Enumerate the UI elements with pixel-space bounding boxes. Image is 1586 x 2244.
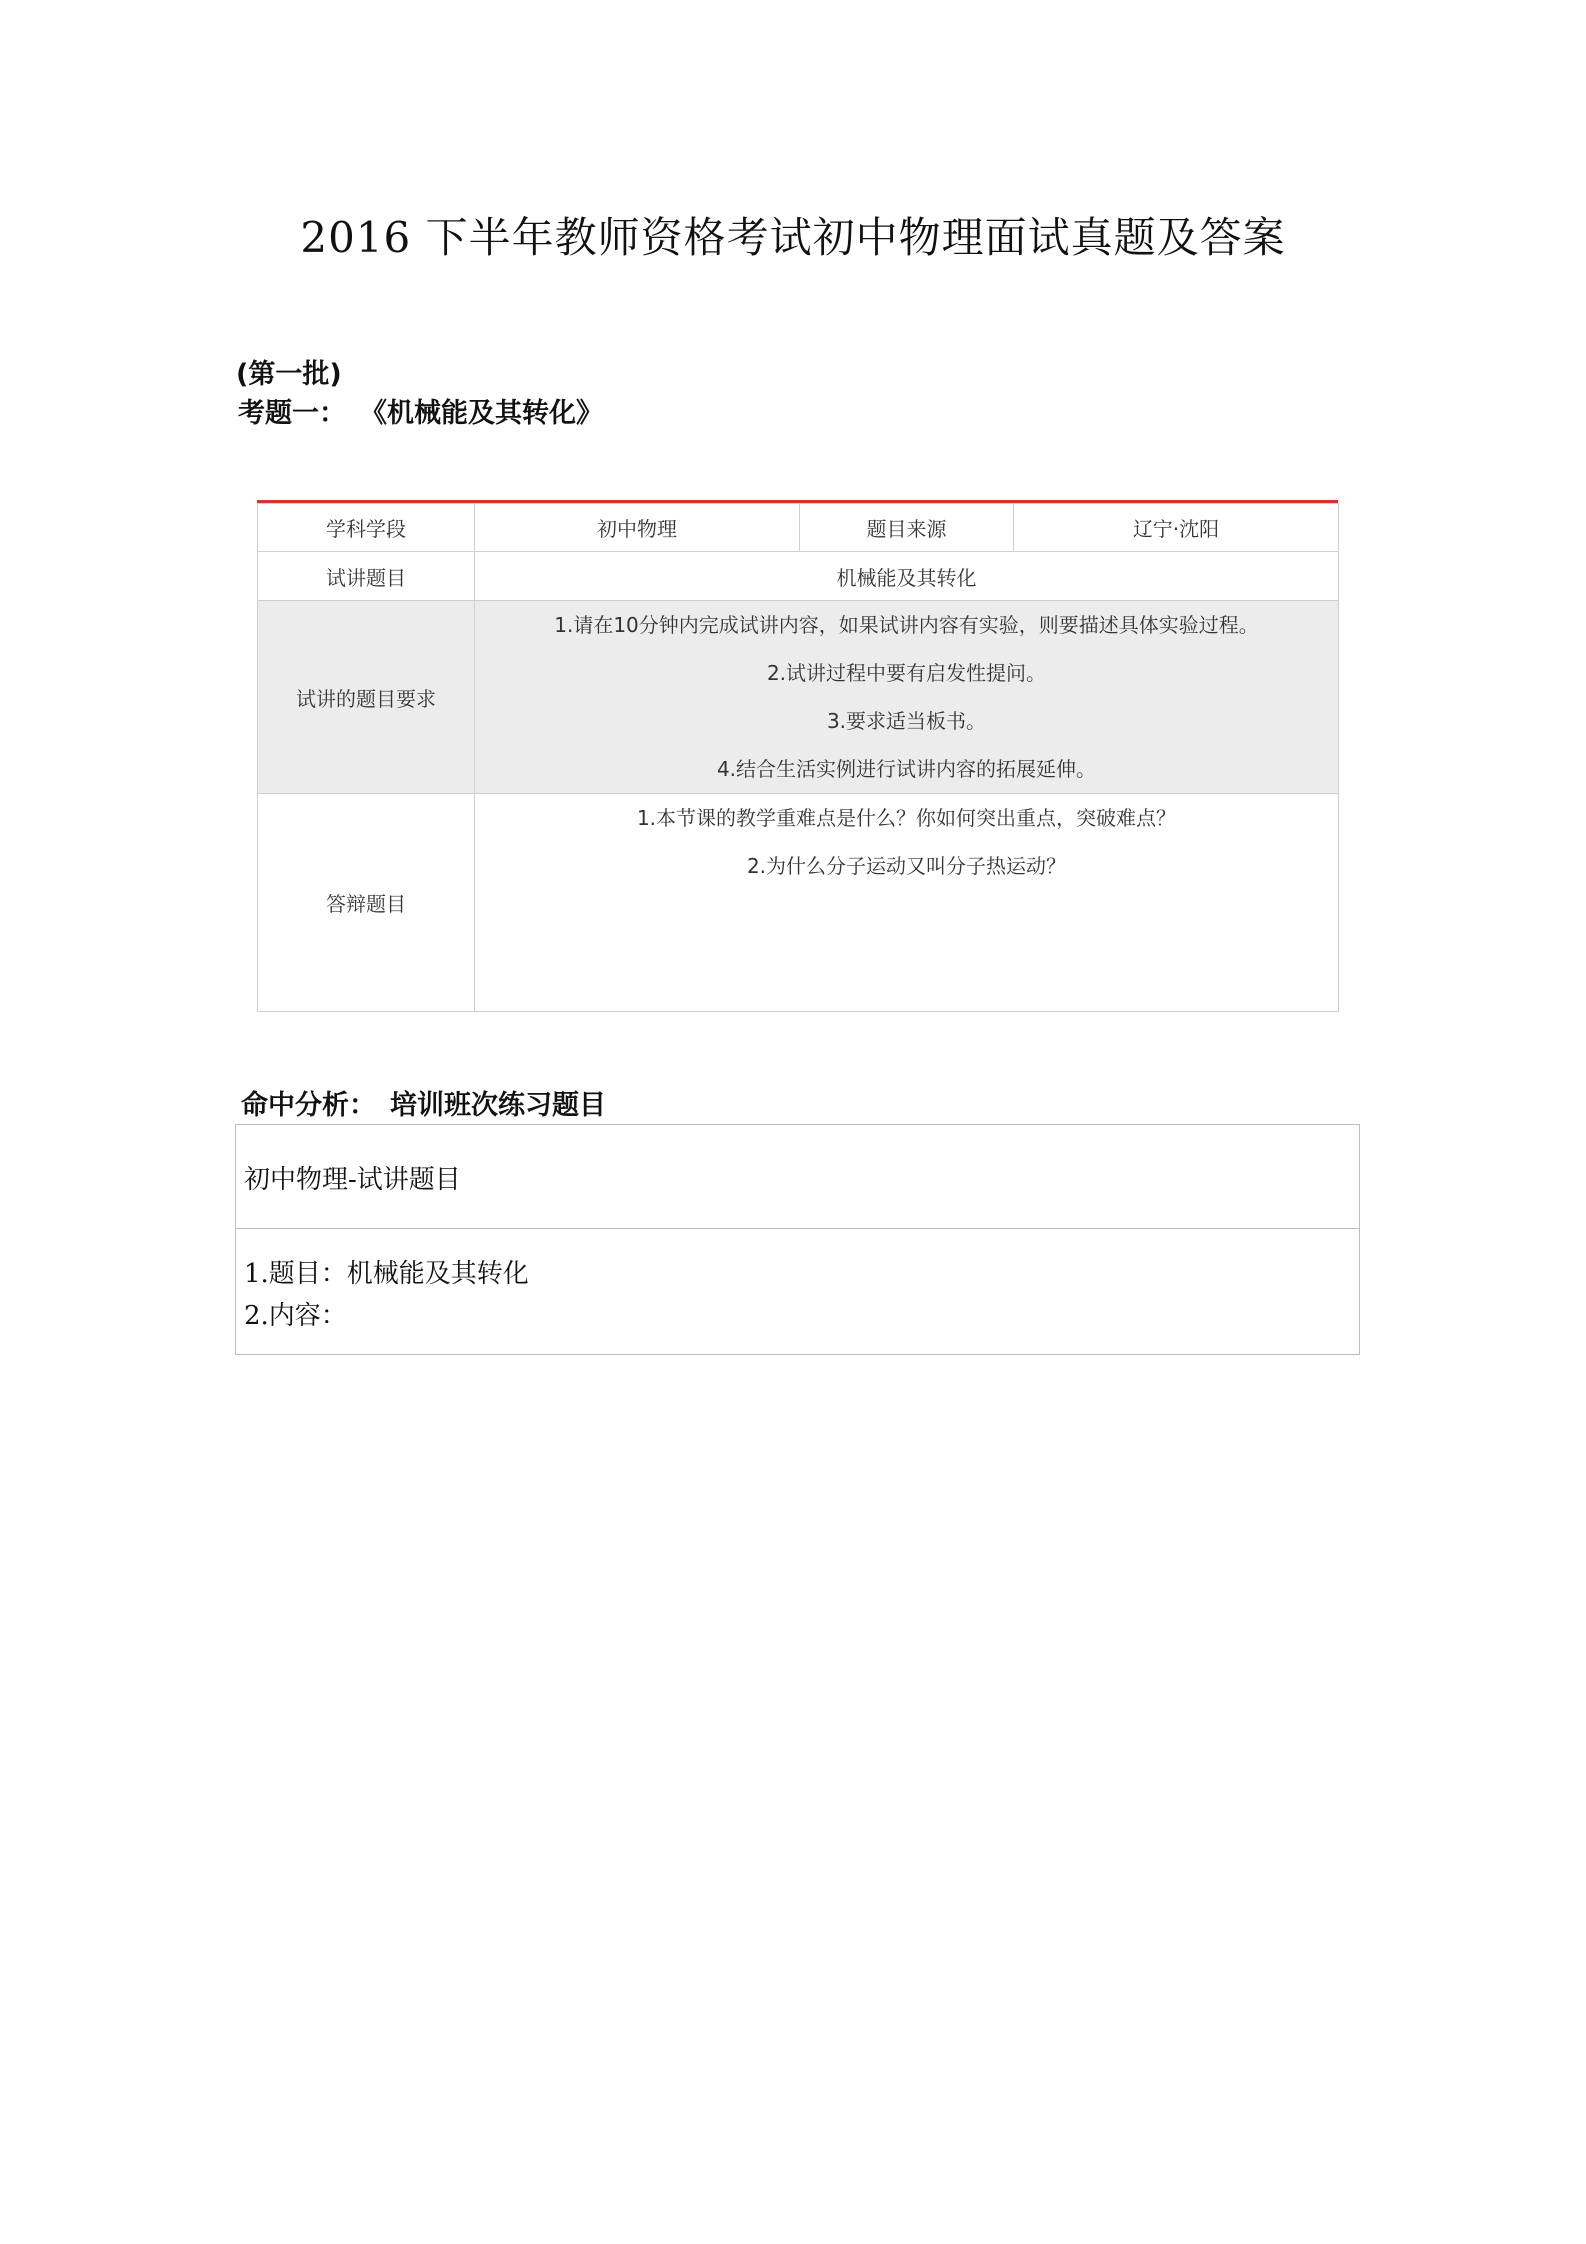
analysis-heading [241, 1083, 606, 1122]
practice-header: 初中物理-试讲题目 [236, 1125, 1359, 1229]
question-topic: 《机械能及其转化》 [360, 398, 603, 429]
analysis-value: 培训班次练习题目 [390, 1090, 606, 1121]
requirement-item: 2.试讲过程中要有启发性提问。 [766, 661, 1047, 685]
subject-label-cell: 学科学段 [258, 504, 475, 552]
practice-line: 2.内容： [244, 1301, 347, 1331]
practice-line: 1.题目：机械能及其转化 [244, 1259, 529, 1289]
subject-value-cell: 初中物理 [475, 504, 800, 552]
practice-body [236, 1229, 1359, 1337]
table-row [258, 504, 1339, 552]
requirements-list-cell [475, 601, 1339, 794]
question-label: 考题一： [238, 398, 346, 429]
defense-label-cell: 答辩题目 [258, 794, 475, 1012]
topic-value-cell: 机械能及其转化 [475, 552, 1339, 601]
table-row [258, 552, 1339, 601]
question-heading [238, 391, 603, 430]
requirement-item: 1.请在10分钟内完成试讲内容，如果试讲内容有实验，则要描述具体实验过程。 [554, 613, 1259, 637]
requirement-item: 4.结合生活实例进行试讲内容的拓展延伸。 [716, 757, 1097, 781]
exam-info-table [257, 500, 1338, 1012]
source-value-cell: 辽宁·沈阳 [1014, 504, 1339, 552]
batch-label: (第一批) [236, 359, 342, 390]
topic-label-cell: 试讲题目 [258, 552, 475, 601]
page-title: 2016 下半年教师资格考试初中物理面试真题及答案 [300, 213, 1286, 262]
practice-box [235, 1124, 1360, 1355]
requirements-label-cell: 试讲的题目要求 [258, 601, 475, 794]
defense-item: 1.本节课的教学重难点是什么？你如何突出重点，突破难点？ [636, 806, 1177, 830]
defense-list-cell [475, 794, 1339, 1012]
table-row [258, 601, 1339, 794]
table-row [258, 794, 1339, 1012]
source-label-cell: 题目来源 [800, 504, 1014, 552]
analysis-label: 命中分析： [241, 1090, 376, 1121]
defense-item: 2.为什么分子运动又叫分子热运动？ [746, 854, 1067, 878]
requirement-item: 3.要求适当板书。 [826, 709, 987, 733]
